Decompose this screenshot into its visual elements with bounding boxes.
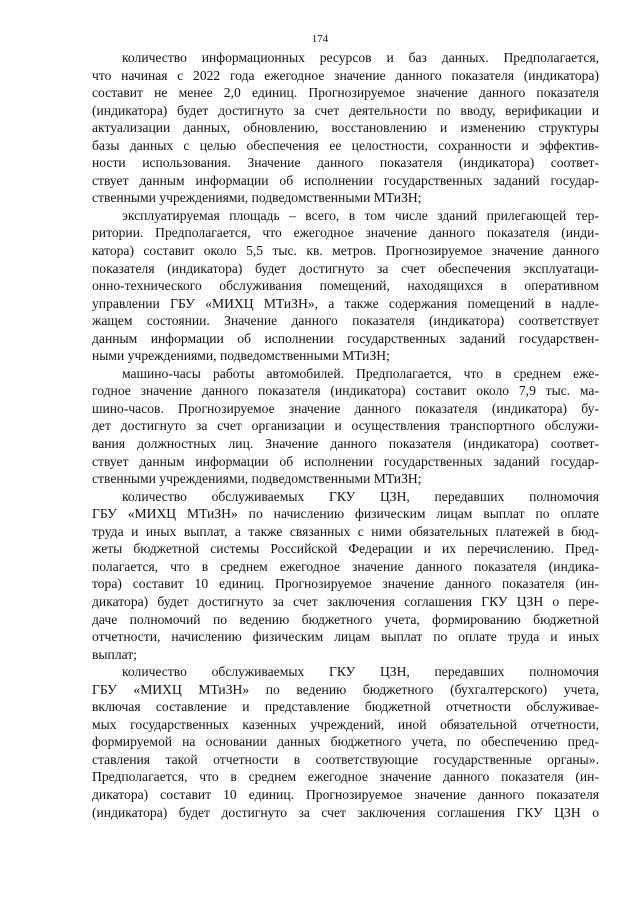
text-line: формируемой на основании данных бюджетного учета, по обеспечению пред- [92,734,599,750]
text-line: актуализации данных, обновлению, восстановлению и изменению структуры [92,120,599,136]
text-line: даче полномочий по ведению бюджетного учета, формированию бюджетной [92,611,599,627]
text-line: ставления такой отчетности в соответствующие государственные органы». [92,751,599,767]
document-body [92,49,599,821]
text-line: отчетности, начислению физическим лицам выплат по оплате труда и иных [92,629,599,645]
paragraph-info-resources [92,49,599,207]
page-number: 174 [311,33,329,45]
text-line: управлении ГБУ «МИХЦ МТиЗН», а также содержания помещений в надле- [92,295,599,311]
text-line: Предполагается, что в среднем ежегодное значение данного показателя (ин- [92,769,599,785]
text-line: жащем состоянии. Значение данного показателя (индикатора) соответствует [92,313,599,329]
text-line: количество обслуживаемых ГКУ ЦЗН, передавших полномочия [122,488,599,504]
text-line: ритории. Предполагается, что ежегодное значение данного показателя (инди- [92,225,599,241]
text-line: ными учреждениями, подведомственными МТиЗН; [92,348,390,364]
text-line: данным информации об исполнении государственных заданий государствен- [92,330,599,346]
text-line: дет достигнуто за счет организации и осуществления транспортного обслужи- [92,418,599,434]
text-line: шино-часов. Прогнозируемое значение данного показателя (индикатора) бу- [92,400,599,416]
text-line: катора) составит около 5,5 тыс. кв. метров. Прогнозируемое значение данного [92,243,599,259]
text-line: выплат; [92,646,138,662]
text-line: труда и иных выплат, а также связанных с ними обязательных платежей в бюд- [92,523,599,539]
text-line: полагается, что в среднем ежегодное значение данного показателя (индика- [92,558,599,574]
text-line: ствует данным информации об исполнении государственных заданий государ- [92,453,599,469]
text-line: показателя (индикатора) будет достигнуто за счет обеспечения эксплуатаци- [92,260,599,276]
text-line: эксплуатируемая площадь – всего, в том числе зданий прилегающей тер- [122,207,599,223]
text-line: жеты бюджетной системы Российской Федерации и их перечислению. Пред- [92,541,599,557]
text-line: ственными учреждениями, подведомственными МТиЗН; [92,190,422,206]
text-line: (индикатора) будет достигнуто за счет заключения соглашения ГКУ ЦЗН о [92,804,599,820]
text-line: машино-часы работы автомобилей. Предполагается, что в среднем еже- [122,365,599,381]
text-line: годное значение данного показателя (индикатора) составит около 7,9 тыс. ма- [92,383,599,399]
paragraph-accounting-services [92,663,599,821]
text-line: составит не менее 2,0 единиц. Прогнозируемое значение данного показателя [92,85,599,101]
text-line: дикатора) составит 10 единиц. Прогнозируемое значение данного показателя [92,786,599,802]
paragraph-vehicle-hours [92,365,599,488]
text-line: ГБУ «МИХЦ МТиЗН» по начислению физическим лицам выплат по оплате [92,506,599,522]
text-line: базы данных с целью обеспечения ее целостности, сохранности и эффектив- [92,137,599,153]
text-line: мых государственных казенных учреждений, иной обязательной отчетности, [92,716,599,732]
text-line: онно-технического обслуживания помещений, находящихся в оперативном [92,278,599,294]
text-line: ГБУ «МИХЦ МТиЗН» по ведению бюджетного (бухгалтерского) учета, [92,681,599,697]
text-line: количество обслуживаемых ГКУ ЦЗН, передавших полномочия [122,664,599,680]
text-line: включая составление и представление бюджетной отчетности обслуживае- [92,699,599,715]
text-line: дикатора) будет достигнуто за счет заключения соглашения ГКУ ЦЗН о пере- [92,593,599,609]
text-line: (индикатора) будет достигнуто за счет деятельности по вводу, верификации и [92,102,599,118]
text-line: вания должностных лиц. Значение данного показателя (индикатора) соответ- [92,436,599,452]
paragraph-payroll-services [92,488,599,663]
text-line: что начиная с 2022 года ежегодное значение данного показателя (индикатора) [92,67,599,83]
text-line: ствует данным информации об исполнении государственных заданий государ- [92,172,599,188]
text-line: тора) составит 10 единиц. Прогнозируемое значение данного показателя (ин- [92,576,599,592]
text-line: количество информационных ресурсов и баз данных. Предполагается, [122,50,599,65]
text-line: ственными учреждениями, подведомственными МТиЗН; [92,471,422,487]
text-line: ности использования. Значение данного показателя (индикатора) соответ- [92,155,599,171]
paragraph-operated-area [92,207,599,365]
